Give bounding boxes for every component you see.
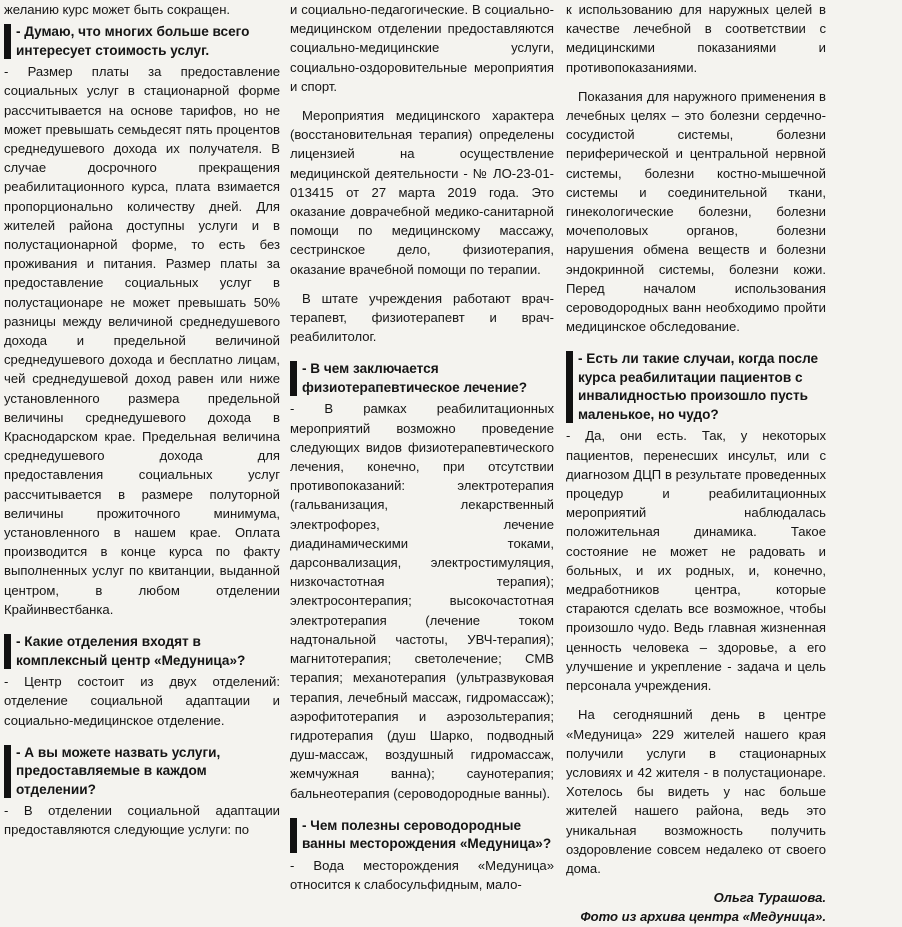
body-paragraph: На сегодняшний день в центре «Медуница» 229 жителей нашего края получили услуги в стационарных условиях и 42 жителя - в полустационаре. Хотелось бы видеть у нас больше жителей нашего района, ведь это уникальная возможность получить оздоровление совсем недалеко от своего дома. bbox=[566, 707, 826, 876]
question-text: - В чем заключается физиотерапевтическое лечение? bbox=[302, 361, 528, 395]
body-paragraph: Мероприятия медицинского характера (восстановительная терапия) определены лицензией на осуществление медицинской деятельности - № ЛО-23-01-013415 от 27 марта 2019 года. Это оказание доврачебной медико-санитарной помощи по медицинскому массажу, сестринское дело, физиотерапия, оказание врачебной помощи по терапии. bbox=[290, 108, 554, 277]
question-text: - Какие отделения входят в комплексный центр «Медуница»? bbox=[16, 634, 246, 668]
interview-question bbox=[566, 350, 826, 424]
answer-paragraph: - Вода месторождения «Медуница» относится к слабосульфидным, мало- bbox=[290, 857, 554, 892]
paragraph-top-fragment: к использованию для наружных целей в качестве лечебной в соответствии с медицинскими показаниями и противопоказаниями. bbox=[566, 2, 826, 75]
author-signature: Ольга Турашова. bbox=[713, 890, 826, 906]
answer-paragraph: - Центр состоит из двух отделений: отделение социальной адаптации и социально-медицинское отделение. bbox=[4, 674, 280, 728]
answer-paragraph: - Да, они есть. Так, у некоторых пациентов, перенесших инсульт, или с диагнозом ДЦП в результате проведенных процедур и реабилитационных мероприятий наблюдалась положительная динамика. Такое состояние не может не радовать и больных, и их родных, и, конечно, медработников центра, которые стараются сделать все возможное, чтобы произошло чудо. Ведь главная жизненная ценность человека – здоровье, а его улучшение и укрепление - задача и цель персонала учреждения. bbox=[566, 428, 826, 694]
interview-question bbox=[4, 23, 280, 60]
question-marker-bar bbox=[4, 745, 11, 799]
interview-question bbox=[4, 633, 280, 670]
interview-question bbox=[290, 817, 554, 854]
question-marker-bar bbox=[290, 361, 297, 396]
question-marker-bar bbox=[290, 818, 297, 853]
body-paragraph: Показания для наружного применения в лечебных целях – это болезни сердечно-сосудистой системы, болезни периферической и центральной нервной системы, болезни костно-мышечной системы и соединительной ткани, гинекологические болезни, болезни мочеполовых органов, болезни нарушения обмена веществ и болезни эндокринной системы, болезни кожи. Перед началом использования сероводородных ванн необходимо пройти медицинское обследование. bbox=[566, 88, 826, 335]
paragraph-top-fragment: желанию курс может быть сокращен. bbox=[4, 2, 231, 17]
question-text: - Есть ли такие случаи, когда после курса реабилитации пациентов с инвалидностью произошло пусть маленькое, но чудо? bbox=[578, 351, 819, 422]
question-text: - Чем полезны сероводородные ванны месторождения «Медуница»? bbox=[302, 817, 552, 852]
question-marker-bar bbox=[4, 24, 11, 59]
body-paragraph: В штате учреждения работают врач-терапевт, физиотерапевт и врач-реабилитолог. bbox=[290, 290, 554, 345]
column-3 bbox=[566, 0, 826, 925]
question-text: - Думаю, что многих больше всего интересует стоимость услуг. bbox=[16, 24, 250, 58]
question-marker-bar bbox=[4, 634, 11, 669]
question-text: - А вы можете назвать услуги, предоставляемые в каждом отделении? bbox=[16, 744, 221, 797]
paragraph-top-fragment: и социально-педагогические. В социально-медицинском отделении предоставляются социально-медицинские услуги, социально-оздоровительные мероприятия и спорт. bbox=[290, 2, 554, 94]
answer-paragraph: - В рамках реабилитационных мероприятий возможно проведение следующих видов физиотерапевтического лечения, конечно, при отсутствии противопоказаний: электротерапия (гальванизация, лекарственный электрофорез, лечение диадинамическими токами, дарсонвализация, электростимуляция, низкочастотная терапия); электросонтерапия; высокочастотная электротерапия (лечение током надтональной частоты, УВЧ-терапия); магнитотерапия; светолечение; СМВ терапия; механотерапия (ультразвуковая терапия, лечебный массаж, гидромассаж); аэрофитотерапия и аэрозольтерапия; гидротерапия (душ Шарко, подводный душ-массаж, воздушный гидромассаж, жемчужная ванна); саунотерапия; бальнеотерапия (сероводородные ванны). bbox=[290, 401, 554, 801]
column-2 bbox=[290, 0, 554, 892]
question-marker-bar bbox=[566, 351, 573, 423]
interview-question bbox=[290, 360, 554, 397]
interview-question bbox=[4, 744, 280, 800]
column-1 bbox=[4, 0, 280, 838]
answer-paragraph: - В отделении социальной адаптации предоставляются следующие услуги: по bbox=[4, 803, 280, 838]
photo-credit: Фото из архива центра «Медуница». bbox=[580, 909, 826, 925]
answer-paragraph: - Размер платы за предоставление социальных услуг в стационарной форме рассчитывается на основе тарифов, но не может превышать семьдесят пять процентов среднедушевого дохода их получателя. В случае досрочного прекращения реабилитационного курса, плата взимается пропорционально количеству дней. Для жителей района доступны услуги и в полустационарной форме, то есть без проживания и питания. Размер платы за предоставление социальных услуг в полустационаре не может превышать 50% разницы между величиной среднедушевого дохода и предельной величиной среднедушевого дохода и бесплатно лицам, чей среднедушевой доход равен или ниже установленного размера предельной величины среднедушевого дохода в Краснодарском крае. Предельная величина среднедушевого дохода для предоставления социальных услуг рассчитывается в размере полуторной величины прожиточного минимума, установленного в нашем крае. Оплата производится в конце курса по факту выполненных услуг по квитанции, выданной центром, в любом отделении Крайинвестбанка. bbox=[4, 64, 280, 617]
